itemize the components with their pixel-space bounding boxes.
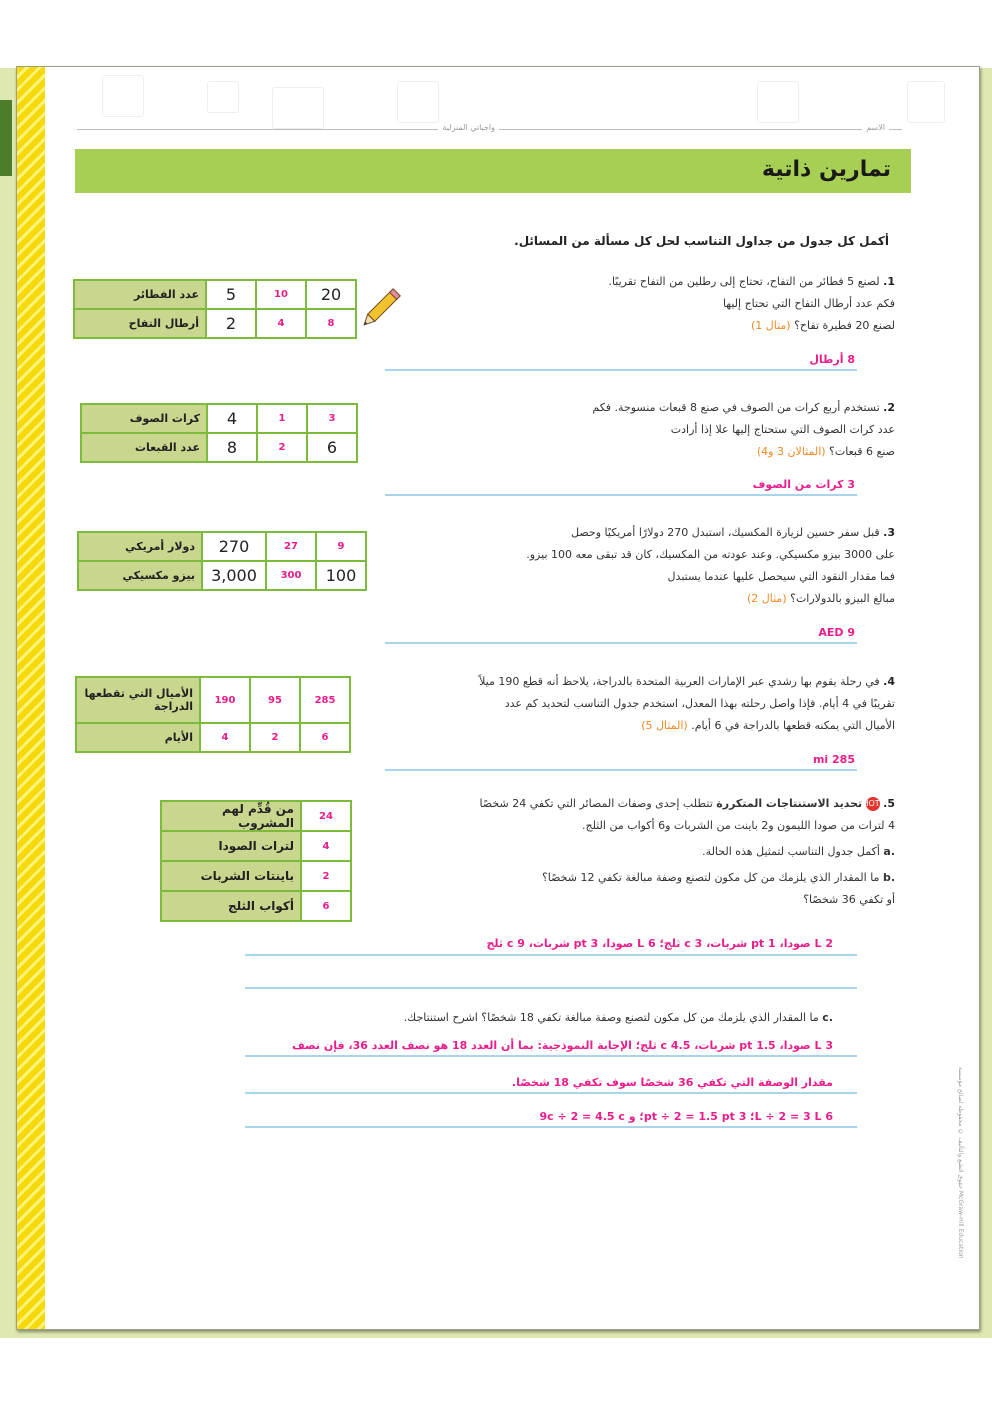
problem-text: عدد كرات الصوف التي ستحتاج إليها علا إذا أرادت	[670, 423, 895, 436]
example-ref: (مثال 1)	[750, 319, 791, 332]
proportion-table-3	[77, 531, 367, 591]
problem-text: فما مقدار النقود التي سيحصل عليها عندما يستبدل	[667, 570, 895, 583]
table-cell: 4	[200, 723, 250, 752]
table-cell: 10	[256, 280, 306, 309]
problem-number: 4.	[883, 675, 895, 688]
proportion-table-5	[160, 800, 352, 922]
table-cell: 6	[301, 891, 351, 921]
proportion-table-4	[75, 676, 351, 753]
hot-badge: HOT	[866, 797, 880, 811]
table-cell: 1	[257, 404, 307, 433]
proportion-table-2	[80, 403, 358, 463]
chart-icon	[207, 81, 239, 113]
problem-text: لصنع 20 فطيرة تفاح؟	[794, 319, 895, 332]
example-ref: (المثالان 3 و4)	[756, 445, 826, 458]
pencil-icon	[357, 285, 401, 335]
worksheet-page	[16, 66, 980, 1330]
problem-text: لصنع 5 فطائر من التفاح، تحتاج إلى رطلين من التفاح تقريبًا.	[608, 275, 880, 288]
problem-2	[375, 397, 895, 463]
table-row-label: عدد القبعات	[81, 433, 207, 462]
problem-text: في رحلة يقوم بها رشدي عبر الإمارات العربية المتحدة بالدراجة، يلاحظ أنه قطع 190 ميلاً	[479, 675, 880, 688]
assignment-label: واجباتي المنزلية	[438, 123, 499, 132]
table-cell: 285	[300, 677, 350, 723]
table-cell: 6	[307, 433, 357, 462]
table-cell: 270	[202, 532, 266, 561]
answer-line	[245, 1092, 857, 1094]
table-row-label: باينتات الشربات	[161, 861, 301, 891]
copy-icon	[397, 81, 439, 123]
table-cell: 27	[266, 532, 316, 561]
example-ref: (المثال 5)	[641, 719, 688, 732]
decorative-stripe	[17, 67, 45, 1329]
part-a-text: أكمل جدول التناسب لتمثيل هذه الحالة.	[702, 845, 880, 858]
table-cell: 4	[301, 831, 351, 861]
proportion-table-1	[73, 279, 357, 339]
example-ref: (مثال 2)	[746, 592, 787, 605]
problem-text: على 3000 بيزو مكسيكي. وعند عودته من المكسيك، كان قد تبقى معه 100 بيزو.	[526, 548, 895, 561]
problem-text: تتطلب إحدى وصفات المصائر التي تكفي 24 شخصًا	[479, 797, 713, 810]
table-cell: 300	[266, 561, 316, 590]
problem-heading: تحديد الاستنتاجات المتكررة	[716, 797, 863, 810]
problem-text: 4 لترات من صودا الليمون و2 باينت من الشربات و6 أكواب من الثلج.	[581, 819, 895, 832]
answer-line	[245, 954, 857, 956]
part-b-text: ما المقدار الذي يلزمك من كل مكون لتصنع وصفة مبالغة تكفي 12 شخصًا؟	[541, 871, 880, 884]
answer-3: AED 9	[818, 626, 855, 639]
problem-3	[375, 522, 895, 610]
part-b-text: أو تكفي 36 شخصًا؟	[803, 893, 895, 906]
table-cell: 8	[306, 309, 356, 338]
answer-2: 3 كرات من الصوف	[752, 478, 855, 491]
answer-1: 8 أرطال	[809, 353, 855, 366]
table-cell: 2	[206, 309, 256, 338]
answer-line	[245, 1126, 857, 1128]
table-cell: 8	[207, 433, 257, 462]
table-cell: 95	[250, 677, 300, 723]
table-cell: 100	[316, 561, 366, 590]
table-row-label: أرطال التفاح	[74, 309, 206, 338]
problem-text: فكم عدد أرطال التفاح التي تحتاج إليها	[722, 297, 895, 310]
answer-line	[385, 369, 857, 371]
table-cell: 9	[316, 532, 366, 561]
problem-text: قبل سفر حسين لزيارة المكسيك، استبدل 270 دولارًا أمريكيًا وحصل	[571, 526, 880, 539]
table-cell: 3	[307, 404, 357, 433]
table-row-label: أكواب الثلج	[161, 891, 301, 921]
table-cell: 2	[301, 861, 351, 891]
problem-text: صنع 6 قبعات؟	[829, 445, 895, 458]
table-row-label: الأيام	[76, 723, 200, 752]
answer-5c-line2: مقدار الوصفة التي تكفي 36 شخصًا سوف تكفي 18 شخصًا.	[511, 1076, 833, 1089]
answer-line	[385, 642, 857, 644]
table-row-label: بيزو مكسيكي	[78, 561, 202, 590]
grid-icon	[102, 75, 144, 117]
problem-number: 3.	[883, 526, 895, 539]
answer-line	[245, 1055, 857, 1057]
table-cell: 3,000	[202, 561, 266, 590]
page-title: تمارين ذاتية	[761, 157, 891, 182]
table-row-label: كرات الصوف	[81, 404, 207, 433]
answer-line	[245, 987, 857, 989]
copyright-note: حقوق الطبع والتأليف © محفوظة لصالح مؤسسة McGraw-Hill Education	[957, 1067, 964, 1259]
instructions: أكمل كل جدول من جداول التناسب لحل كل مسألة من المسائل.	[514, 234, 889, 248]
name-label: الاسم	[862, 123, 889, 132]
answer-4: 285 mi	[812, 753, 855, 766]
table-row-label: دولار أمريكي	[78, 532, 202, 561]
table-cell: 6	[300, 723, 350, 752]
part-c-text: ما المقدار الذي يلزمك من كل مكون لتصنع وصفة مبالغة تكفي 18 شخصًا؟ اشرح استنتاجك.	[403, 1011, 819, 1024]
table-cell: 2	[250, 723, 300, 752]
problem-1	[375, 271, 895, 337]
paste-icon	[907, 81, 945, 123]
title-bar	[75, 149, 911, 193]
table-cell: 4	[207, 404, 257, 433]
problem-4	[335, 671, 895, 737]
table-cell: 190	[200, 677, 250, 723]
answer-line	[385, 769, 857, 771]
table-cell: 4	[256, 309, 306, 338]
answer-5c-line3: 6 L ÷ 2 = 3 L؛ 3 pt ÷ 2 = 1.5 pt؛ و 9c ÷ 2 = 4.5 c	[539, 1110, 833, 1123]
problem-5: 5. HOT تحديد الاستنتاجات المتكررة تتطلب إحدى وصفات المصائر التي تكفي 24 شخصًا 4 لترات من صودا الليمون و2 باينت من الشربات و6 أكواب من الثلج. .a أكمل جدول التناسب لتمثيل هذه الحالة. .b ما المقدار الذي يلزمك من كل مكون لتصنع وصفة مبالغة تكفي 12 شخصًا؟ أو تكفي 36 شخصًا؟	[375, 793, 895, 911]
problem-text: الأميال التي يمكنه قطعها بالدراجة في 6 أيام.	[691, 719, 895, 732]
part-c: .c ما المقدار الذي يلزمك من كل مكون لتصنع وصفة مبالغة تكفي 18 شخصًا؟ اشرح استنتاجك.	[403, 1011, 833, 1024]
table-cell: 2	[257, 433, 307, 462]
problem-number: 2.	[883, 401, 895, 414]
problem-text: مبالغ البيزو بالدولارات؟	[790, 592, 895, 605]
answer-line	[385, 494, 857, 496]
problem-number: 1.	[883, 275, 895, 288]
table-cell: 5	[206, 280, 256, 309]
table-cell: 20	[306, 280, 356, 309]
answer-5b: 2 L صودا، 1 pt شربات، 3 c ثلج؛ 6 L صودا، 3 pt شربات، 9 c ثلج	[486, 937, 833, 950]
problem-text: تقريبًا في 4 أيام. فإذا واصل رحلته بهذا المعدل، استخدم جدول التناسب لتحديد كم عدد	[504, 697, 895, 710]
table-row-label: الأميال التي تقطعها الدراجة	[76, 677, 200, 723]
table-row-label: لترات الصودا	[161, 831, 301, 861]
sidebar-tab[interactable]	[0, 100, 12, 176]
check-icon	[272, 87, 324, 129]
table-row-label: من قُدِّم لهم المشروب	[161, 801, 301, 831]
scissors-icon	[757, 81, 799, 123]
problem-text: تستخدم أربع كرات من الصوف في صنع 8 قبعات منسوجة. فكم	[592, 401, 880, 414]
problem-number: 5.	[883, 797, 895, 810]
table-row-label: عدد الفطائر	[74, 280, 206, 309]
answer-5c-line1: 3 L صودا، 1.5 pt شربات، 4.5 c ثلج؛ الإجابة النموذجية: بما أن العدد 18 هو نصف العدد 36، فإن نصف	[291, 1039, 833, 1052]
table-cell: 24	[301, 801, 351, 831]
